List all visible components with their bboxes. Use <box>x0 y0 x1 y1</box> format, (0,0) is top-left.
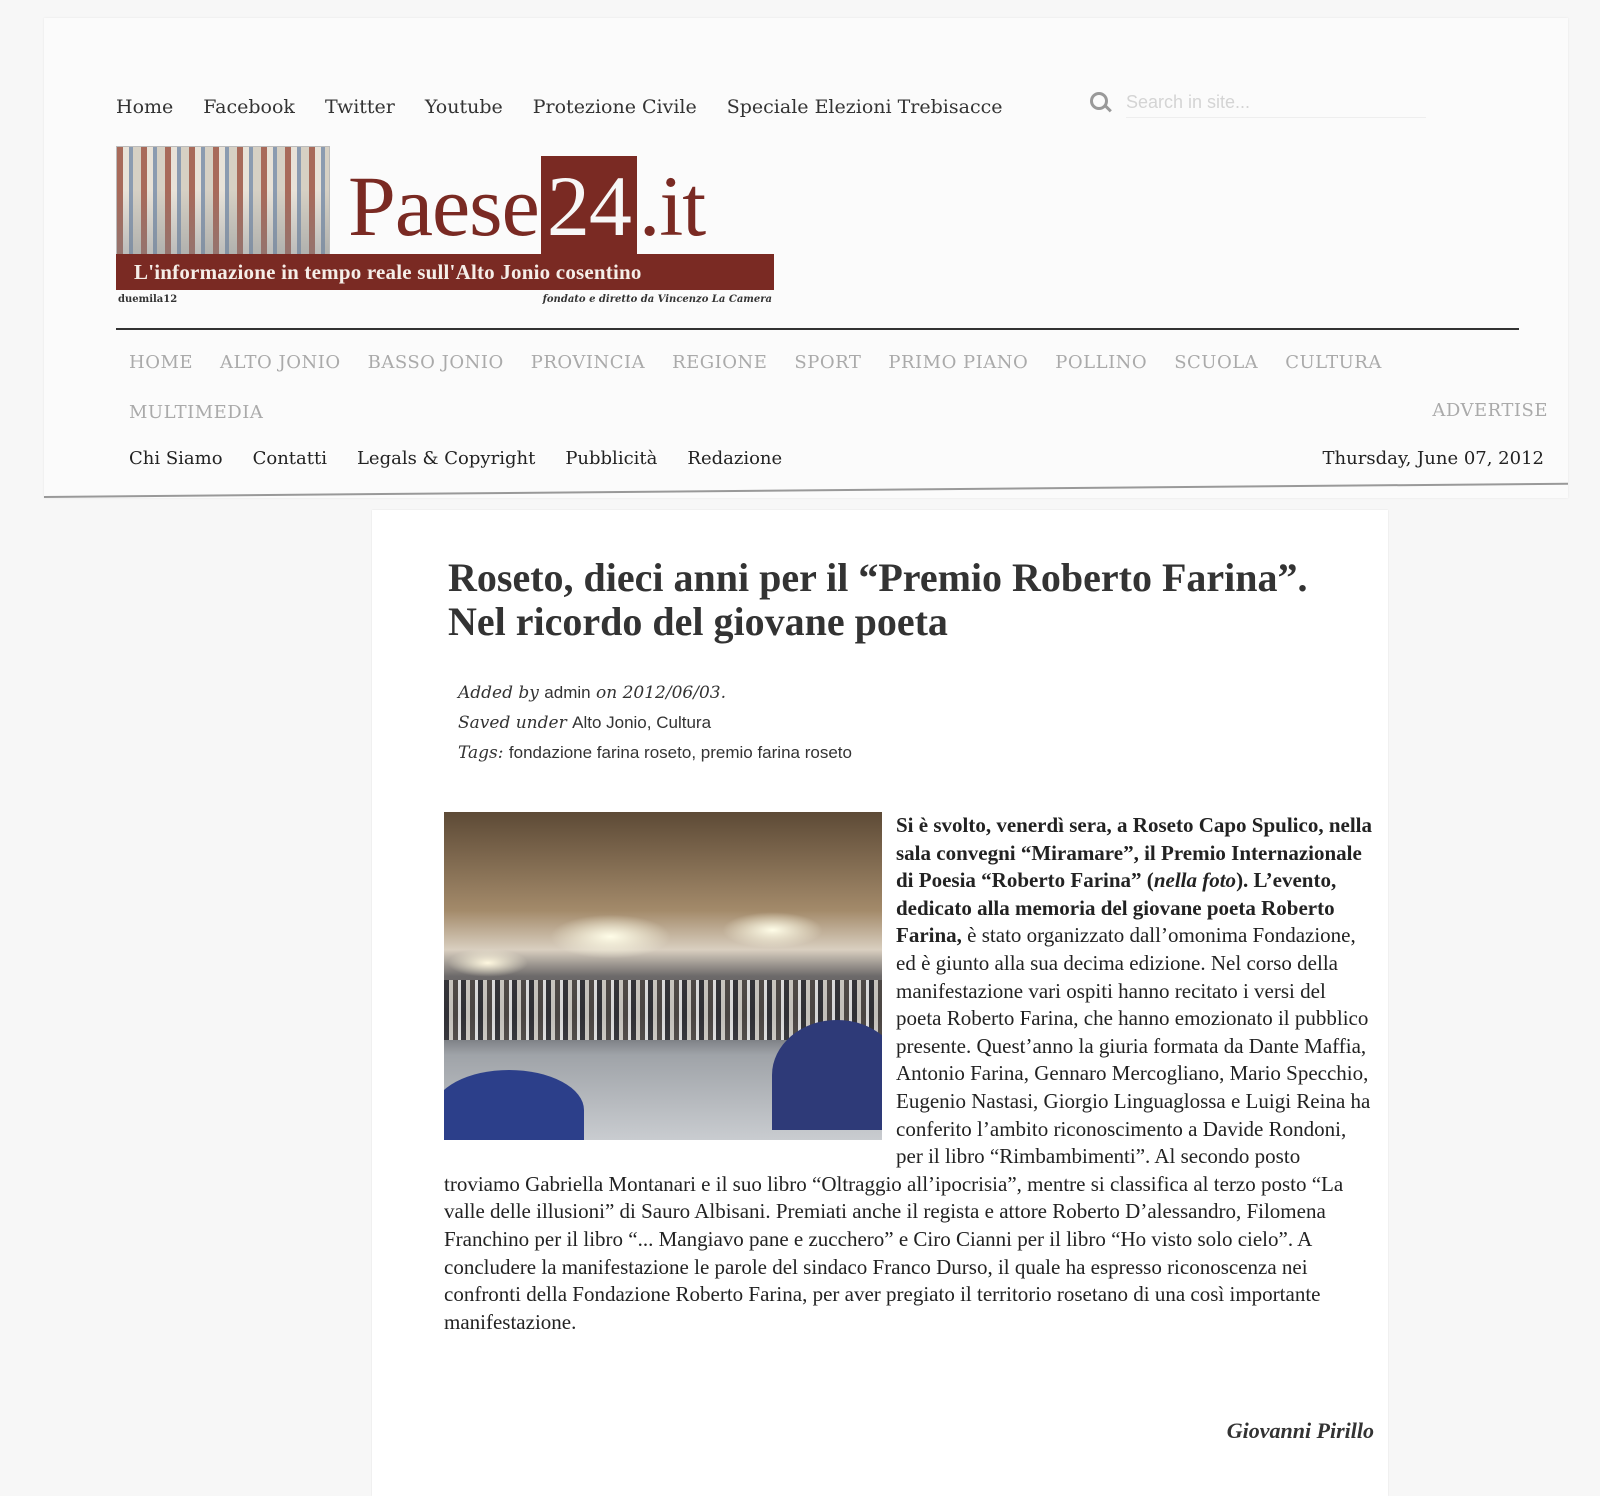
article-body <box>444 812 1372 1336</box>
article-title-line-1: Roseto, dieci anni per il “Premio Roberto Farina”. <box>448 555 1308 600</box>
tag-link-fondazione[interactable]: fondazione farina roseto <box>508 743 692 762</box>
article-title <box>448 556 1378 644</box>
site-header-clipping <box>44 18 1568 498</box>
logo-number: 24 <box>541 156 637 256</box>
author-link[interactable]: admin <box>544 683 591 702</box>
category-sport[interactable]: SPORT <box>794 352 862 373</box>
category-pollino[interactable]: POLLINO <box>1055 352 1148 373</box>
top-nav-home[interactable]: Home <box>116 96 174 118</box>
category-link-alto-jonio[interactable]: Alto Jonio <box>572 713 647 732</box>
category-scuola[interactable]: SCUOLA <box>1174 352 1259 373</box>
category-link-cultura[interactable]: Cultura <box>656 713 712 732</box>
current-date: Thursday, June 07, 2012 <box>1322 448 1544 469</box>
meta-added-by: Added by admin on 2012/06/03. <box>458 683 726 703</box>
logo-footer-founder: fondato e diretto da Vincenzo La Camera <box>542 294 772 305</box>
logo-tagline: L'informazione in tempo reale sull'Alto Jonio cosentino <box>116 254 774 290</box>
category-provincia[interactable]: PROVINCIA <box>530 352 646 373</box>
article-body-text: è stato organizzato dall’omonima Fondazione, ed è giunto alla sua decima edizione. Nel corso della manifestazione vari ospiti hanno recitato i versi del poeta Roberto Farina, che hanno emozionato il pubblico presente. Quest’anno la giuria formata da Dante Maffia, Antonio Farina, Gennaro Mercogliano, Mario Specchio, Eugenio Nastasi, Giorgio Linguaglossa e Luigi Reina ha conferito l’ambito riconoscimento a Davide Rondoni, per il libro “Rimbambimenti”. Al secondo posto troviamo Gabriella Montanari e il suo libro “Oltraggio all’ipocrisia”, mentre si classifica al terzo posto “La valle delle illusioni” di Sauro Albisani. Premiati anche il regista e attore Roberto D’alessandro, Filomena Franchino per il libro “... Mangiavo pane e zucchero” e Ciro Cianni per il libro “Ho visto solo cielo”. A concludere la manifestazione le parole del sindaco Franco Durso, il quale ha espresso riconoscenza nei confronti della Fondazione Roberto Farina, per aver pregiato il territorio rosetano di una così importante manifestazione. <box>444 923 1371 1334</box>
top-nav-facebook[interactable]: Facebook <box>203 96 295 118</box>
category-regione[interactable]: REGIONE <box>672 352 768 373</box>
sub-nav-redazione[interactable]: Redazione <box>687 448 783 469</box>
category-alto-jonio[interactable]: ALTO JONIO <box>220 352 341 373</box>
category-multimedia[interactable]: MULTIMEDIA <box>129 402 264 423</box>
sub-nav-chi-siamo[interactable]: Chi Siamo <box>129 448 223 469</box>
logo-footer-year: duemila12 <box>118 294 178 305</box>
logo-word: Paese <box>348 158 539 254</box>
post-date: 2012/06/03. <box>622 683 726 703</box>
logo-wordmark <box>348 156 705 256</box>
top-nav-twitter[interactable]: Twitter <box>324 96 395 118</box>
sub-nav-pubblicita[interactable]: Pubblicità <box>565 448 658 469</box>
category-primo-piano[interactable]: PRIMO PIANO <box>888 352 1029 373</box>
top-nav <box>116 96 1002 118</box>
top-nav-speciale-elezioni[interactable]: Speciale Elezioni Trebisacce <box>726 96 1003 118</box>
search-icon[interactable] <box>1090 92 1112 114</box>
sub-nav-legals[interactable]: Legals & Copyright <box>356 448 536 469</box>
article-byline: Giovanni Pirillo <box>1226 1418 1374 1443</box>
site-search <box>1090 88 1426 118</box>
tag-link-premio[interactable]: premio farina roseto <box>700 743 852 762</box>
category-cultura[interactable]: CULTURA <box>1285 352 1382 373</box>
meta-tags: Tags: fondazione farina roseto, premio farina roseto <box>458 743 852 763</box>
search-input[interactable] <box>1126 88 1426 118</box>
site-logo[interactable] <box>116 146 776 316</box>
advertise-link[interactable]: ADVERTISE <box>1432 400 1548 421</box>
logo-suffix: .it <box>638 158 706 254</box>
category-home[interactable]: HOME <box>129 352 194 373</box>
article-meta <box>458 678 852 768</box>
logo-photo <box>116 146 330 256</box>
top-nav-protezione-civile[interactable]: Protezione Civile <box>532 96 697 118</box>
category-nav <box>129 352 1382 373</box>
sub-nav-contatti[interactable]: Contatti <box>252 448 327 469</box>
article-clipping <box>372 510 1388 1496</box>
top-nav-youtube[interactable]: Youtube <box>424 96 503 118</box>
sub-nav <box>129 448 782 469</box>
category-basso-jonio[interactable]: BASSO JONIO <box>367 352 504 373</box>
article-title-line-2: Nel ricordo del giovane poeta <box>448 599 948 644</box>
meta-saved-under: Saved under Alto Jonio, Cultura <box>458 713 712 733</box>
header-divider <box>116 328 1519 330</box>
article-lead: Si è svolto, venerdì sera, a Roseto Capo Spulico, nella sala convegni “Miramare”, il Premio Internazionale di Poesia “Roberto Farina” (nella foto). L’evento, dedicato alla memoria del giovane poeta Roberto Farina, <box>896 813 1372 948</box>
